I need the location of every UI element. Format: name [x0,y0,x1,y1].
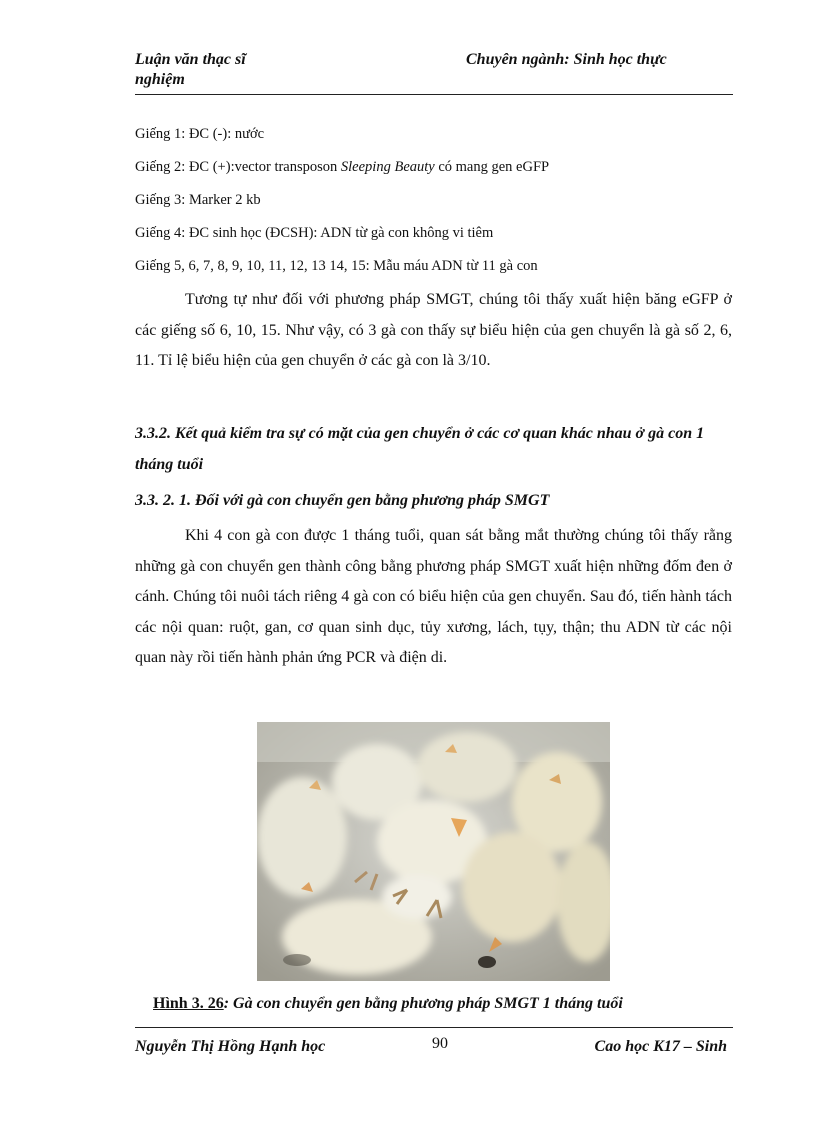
header-specialty: Chuyên ngành: Sinh học thực [466,51,667,68]
header-thesis-title: Luận văn thạc sĩ nghiệm [135,51,246,88]
page-footer [135,1027,733,1088]
chicks-photo [257,722,610,981]
paragraph-results: Tương tự như đối với phương pháp SMGT, chúng tôi thấy xuất hiện băng eGFP ở các giếng số 6, 10, 15. Như vậy, có 3 gà con thấy sự biểu hiện của gen chuyển là gà số 2, 6, 11. Tỉ lệ biểu hiện của gen chuyển ở các gà con là 3/10. [135,291,732,369]
well-item: Giếng 1: ĐC (-): nước [135,126,265,142]
footer-author: Nguyễn Thị Hồng Hạnh học [135,1038,326,1055]
well-list [135,118,735,283]
page-header [135,50,733,95]
well-item: Giếng 3: Marker 2 kb [135,192,261,208]
figure-label: Hình 3. 26 [153,995,224,1012]
paragraph-method: Khi 4 con gà con được 1 tháng tuổi, quan sát bằng mắt thường chúng tôi thấy rằng những gà con chuyển gen thành công bằng phương pháp SMGT xuất hiện những đốm đen ở cánh. Chúng tôi nuôi tách riêng 4 gà con có biểu hiện của gen chuyển. Sau đó, tiến hành tách các nội quan: ruột, gan, cơ quan sinh dục, tủy xương, lách, tụy, thận; thu ADN từ các nội quan này rồi tiến hành phản ứng PCR và điện di. [135,527,732,666]
page-number: 90 [432,1035,448,1052]
well-item: Giếng 5, 6, 7, 8, 9, 10, 11, 12, 13 14, 15: Mẫu máu ADN từ 11 gà con [135,258,538,274]
figure-caption [153,993,623,1015]
italic-term: Sleeping Beauty [340,159,435,175]
footer-course: Cao học K17 – Sinh [594,1038,727,1055]
section-heading: 3.3.2. Kết quả kiểm tra sự có mặt của gen chuyển ở các cơ quan khác nhau ở gà con 1 tháng tuổi [135,425,705,473]
subsection-heading: 3.3. 2. 1. Đối với gà con chuyển gen bằng phương pháp SMGT [135,492,550,509]
figure-caption-text: : Gà con chuyển gen bằng phương pháp SMGT 1 tháng tuổi [223,995,623,1012]
well-item: Giếng 2: ĐC (+):vector transposon Sleeping Beauty có mang gen eGFP [135,159,550,175]
well-item: Giếng 4: ĐC sinh học (ĐCSH): ADN từ gà con không vi tiêm [135,225,494,241]
